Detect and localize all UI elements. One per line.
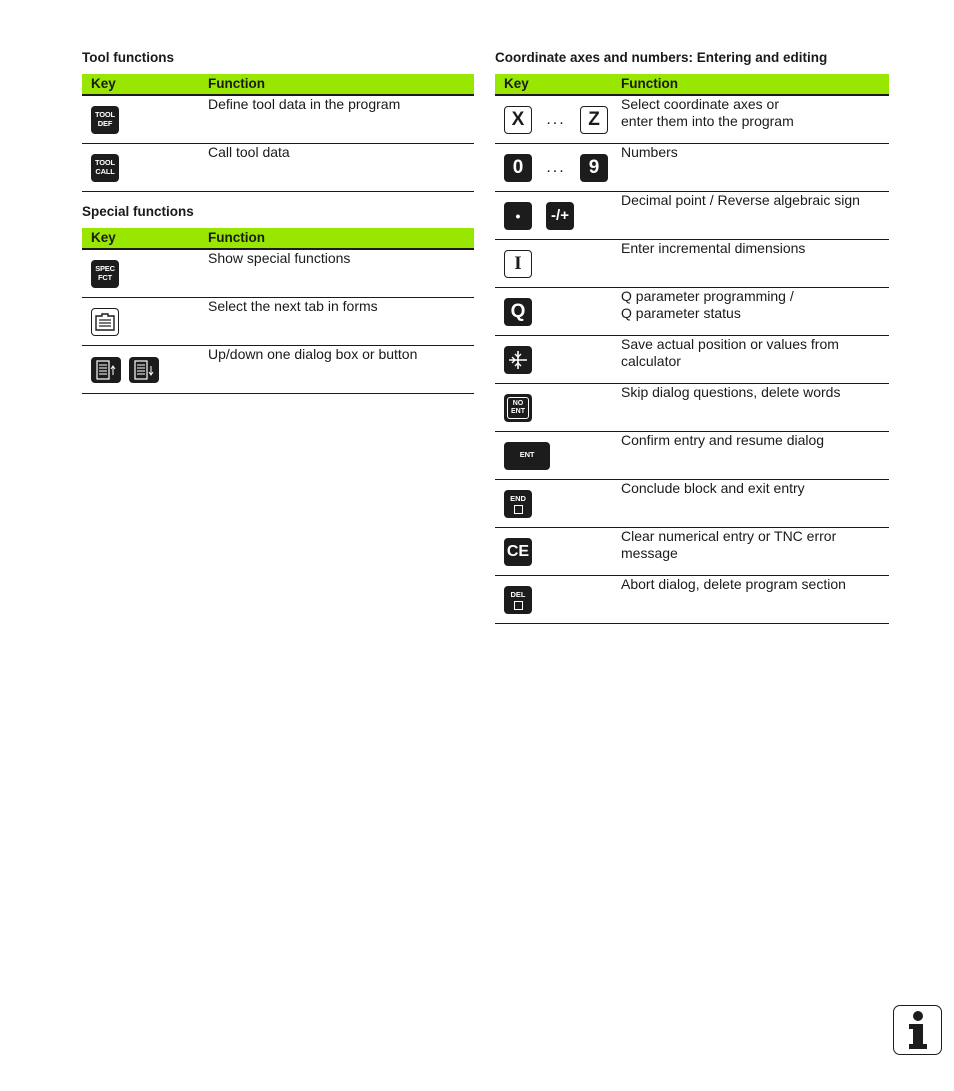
- section-title: Special functions: [82, 204, 194, 219]
- function-description: Numbers: [621, 144, 889, 192]
- function-description: Enter incremental dimensions: [621, 240, 889, 288]
- table-row: [82, 346, 474, 394]
- no-ent-label: NO ENT: [507, 397, 529, 419]
- table-row: [495, 480, 889, 528]
- section-title: Coordinate axes and numbers: Entering and editing: [495, 50, 828, 65]
- del-label: DEL: [510, 589, 526, 599]
- actual-position-key[interactable]: [504, 346, 532, 374]
- ce-key[interactable]: CE: [504, 538, 532, 566]
- table-row: [495, 288, 889, 336]
- next-tab-icon: [94, 312, 116, 332]
- tool-call-key[interactable]: TOOL CALL: [91, 154, 119, 182]
- dialog-down-key[interactable]: [129, 357, 159, 383]
- no-ent-key[interactable]: [504, 394, 532, 422]
- actual-position-icon: [507, 349, 529, 371]
- table-row: [495, 240, 889, 288]
- function-column-header: Function: [208, 74, 474, 95]
- table-row: [495, 528, 889, 576]
- function-description: Select the next tab in forms: [208, 298, 474, 346]
- function-description: Define tool data in the program: [208, 95, 474, 144]
- function-column-header: Function: [208, 228, 474, 249]
- end-label: END: [510, 493, 526, 503]
- tool-functions-section: [82, 50, 474, 192]
- table-row: [495, 144, 889, 192]
- axis-z-key[interactable]: Z: [580, 106, 608, 134]
- key-column-header: Key: [82, 228, 208, 249]
- function-description: Skip dialog questions, delete words: [621, 384, 889, 432]
- square-icon: [514, 601, 523, 610]
- function-description: Decimal point / Reverse algebraic sign: [621, 192, 889, 240]
- range-ellipsis: ...: [546, 158, 566, 176]
- info-glyph: [894, 1006, 940, 1053]
- range-ellipsis: ...: [546, 110, 566, 128]
- digit-9-key[interactable]: 9: [580, 154, 608, 182]
- function-description: Confirm entry and resume dialog: [621, 432, 889, 480]
- function-description: Select coordinate axes or enter them into the program: [621, 95, 889, 144]
- tool-def-key[interactable]: TOOL DEF: [91, 106, 119, 134]
- table-row: [495, 95, 889, 144]
- decimal-point-key[interactable]: •: [504, 202, 532, 230]
- table-row: [495, 192, 889, 240]
- function-description: Call tool data: [208, 144, 474, 192]
- function-description: Clear numerical entry or TNC error message: [621, 528, 889, 576]
- sign-toggle-key[interactable]: -/+: [546, 202, 574, 230]
- dialog-up-key[interactable]: [91, 357, 121, 383]
- table-row: [82, 144, 474, 192]
- key-column-header: Key: [495, 74, 621, 95]
- del-key[interactable]: [504, 586, 532, 614]
- info-icon: [893, 1005, 942, 1055]
- special-functions-table: [82, 228, 474, 394]
- special-functions-section: [82, 204, 474, 394]
- table-row: [82, 298, 474, 346]
- table-row: [82, 249, 474, 298]
- section-title: Tool functions: [82, 50, 174, 65]
- table-row: [495, 576, 889, 624]
- table-row: [495, 336, 889, 384]
- dialog-down-icon: [131, 359, 157, 381]
- function-description: Save actual position or values from calculator: [621, 336, 889, 384]
- tool-functions-table: [82, 74, 474, 192]
- function-description: Abort dialog, delete program section: [621, 576, 889, 624]
- coordinate-functions-section: [495, 50, 889, 624]
- coordinate-functions-table: [495, 74, 889, 624]
- end-key[interactable]: [504, 490, 532, 518]
- function-description: Conclude block and exit entry: [621, 480, 889, 528]
- table-row: [82, 95, 474, 144]
- square-icon: [514, 505, 523, 514]
- axis-x-key[interactable]: X: [504, 106, 532, 134]
- function-column-header: Function: [621, 74, 889, 95]
- ent-key[interactable]: ENT: [504, 442, 550, 470]
- spec-fct-key[interactable]: SPEC FCT: [91, 260, 119, 288]
- table-row: [495, 432, 889, 480]
- incremental-key[interactable]: I: [504, 250, 532, 278]
- key-column-header: Key: [82, 74, 208, 95]
- table-row: [495, 384, 889, 432]
- dialog-up-icon: [93, 359, 119, 381]
- function-description: Up/down one dialog box or button: [208, 346, 474, 394]
- function-description: Q parameter programming / Q parameter status: [621, 288, 889, 336]
- q-parameter-key[interactable]: Q: [504, 298, 532, 326]
- digit-0-key[interactable]: 0: [504, 154, 532, 182]
- next-tab-key[interactable]: [91, 308, 119, 336]
- function-description: Show special functions: [208, 249, 474, 298]
